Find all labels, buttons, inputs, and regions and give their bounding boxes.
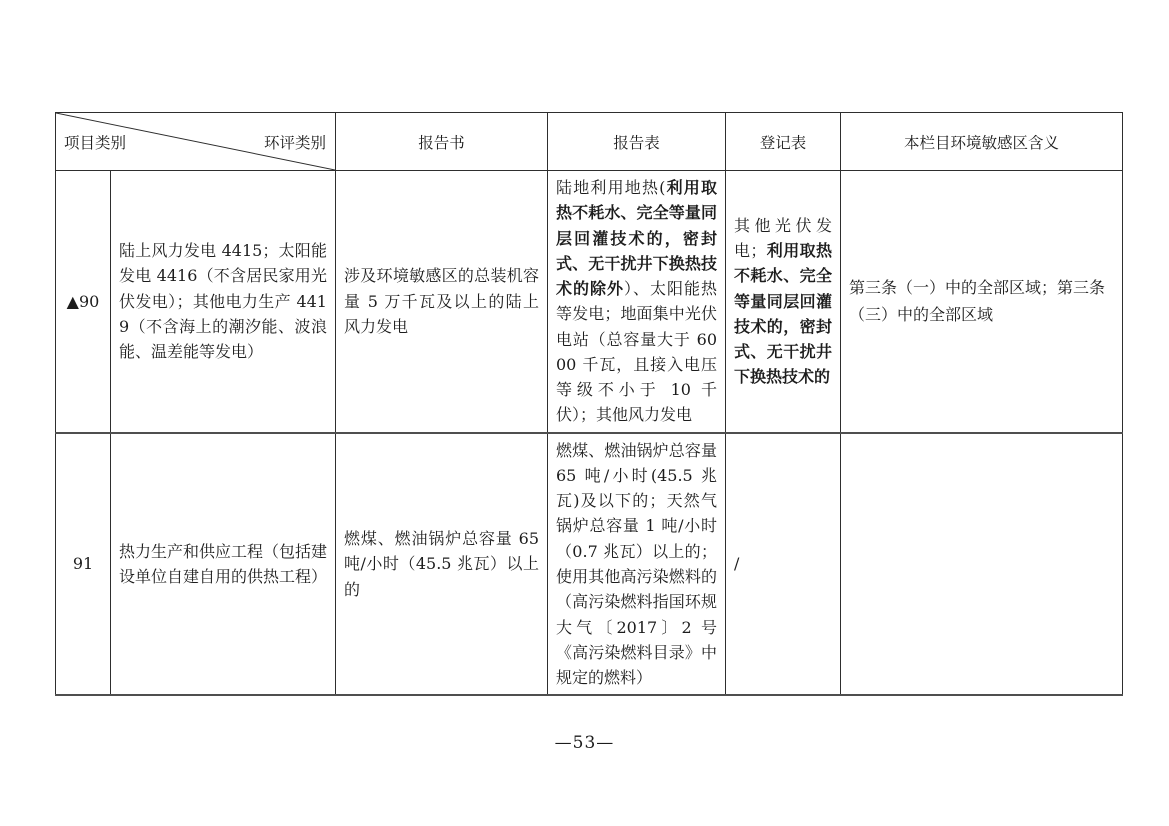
report-book-cell: 燃煤、燃油锅炉总容量 65 吨/小时（45.5 兆瓦）以上的 — [336, 433, 548, 696]
header-report-form: 报告表 — [548, 113, 726, 171]
sensitive-area-meaning-cell: 第三条（一）中的全部区域；第三条（三）中的全部区域 — [841, 171, 1123, 433]
table-row — [56, 433, 1123, 696]
sensitive-area-meaning-cell — [841, 433, 1123, 696]
text-segment: 陆地利用地热( — [556, 178, 666, 197]
bold-text-segment: 利用取热不耗水、完全等量同层回灌技术的，密封式、无干扰井下换热技术的除外 — [556, 178, 717, 299]
text-segment: ）、太阳能热等发电；地面集中光伏电站（总容量大于 6000 千瓦，且接入电压等级不小于 10 千伏）；其他风力发电 — [556, 279, 717, 425]
project-category-cell: 热力生产和供应工程（包括建设单位自建自用的供热工程） — [111, 433, 336, 696]
header-eia-category: 环评类别 — [263, 133, 326, 152]
page-number: —53— — [554, 733, 615, 753]
header-diagonal-cell — [56, 113, 336, 171]
header-register-form: 登记表 — [726, 113, 841, 171]
row-id-cell: 91 — [56, 433, 111, 696]
bold-text-segment: 利用取热不耗水、完全等量同层回灌技术的，密封式、无干扰井下换热技术的 — [734, 241, 832, 387]
header-report-book: 报告书 — [336, 113, 548, 171]
table-row — [56, 171, 1123, 433]
register-form-cell — [726, 433, 841, 696]
text-segment: / — [734, 554, 740, 574]
report-form-cell — [548, 171, 726, 433]
report-form-cell — [548, 433, 726, 696]
text-segment: 燃煤、燃油锅炉总容量 65 吨/小时(45.5 兆瓦)及以下的；天然气锅炉总容量 1 吨/小时（0.7 兆瓦）以上的；使用其他高污染燃料的（高污染燃料指国环规大气〔2017〕2 号《高污染燃料目录》中规定的燃料） — [556, 440, 717, 688]
header-project-category: 项目类别 — [64, 133, 127, 152]
register-form-cell — [726, 171, 841, 433]
row-id-cell: ▲90 — [56, 171, 111, 433]
project-category-cell: 陆上风力发电 4415；太阳能发电 4416（不含居民家用光伏发电）；其他电力生产 4419（不含海上的潮汐能、波浪能、温差能等发电） — [111, 171, 336, 433]
header-sensitive-area-meaning: 本栏目环境敏感区含义 — [841, 113, 1123, 171]
eia-classification-table — [55, 112, 1123, 696]
report-book-cell: 涉及环境敏感区的总装机容量 5 万千瓦及以上的陆上风力发电 — [336, 171, 548, 433]
text-segment: 其他光伏发电； — [734, 215, 832, 261]
table-header-row — [56, 113, 1123, 171]
